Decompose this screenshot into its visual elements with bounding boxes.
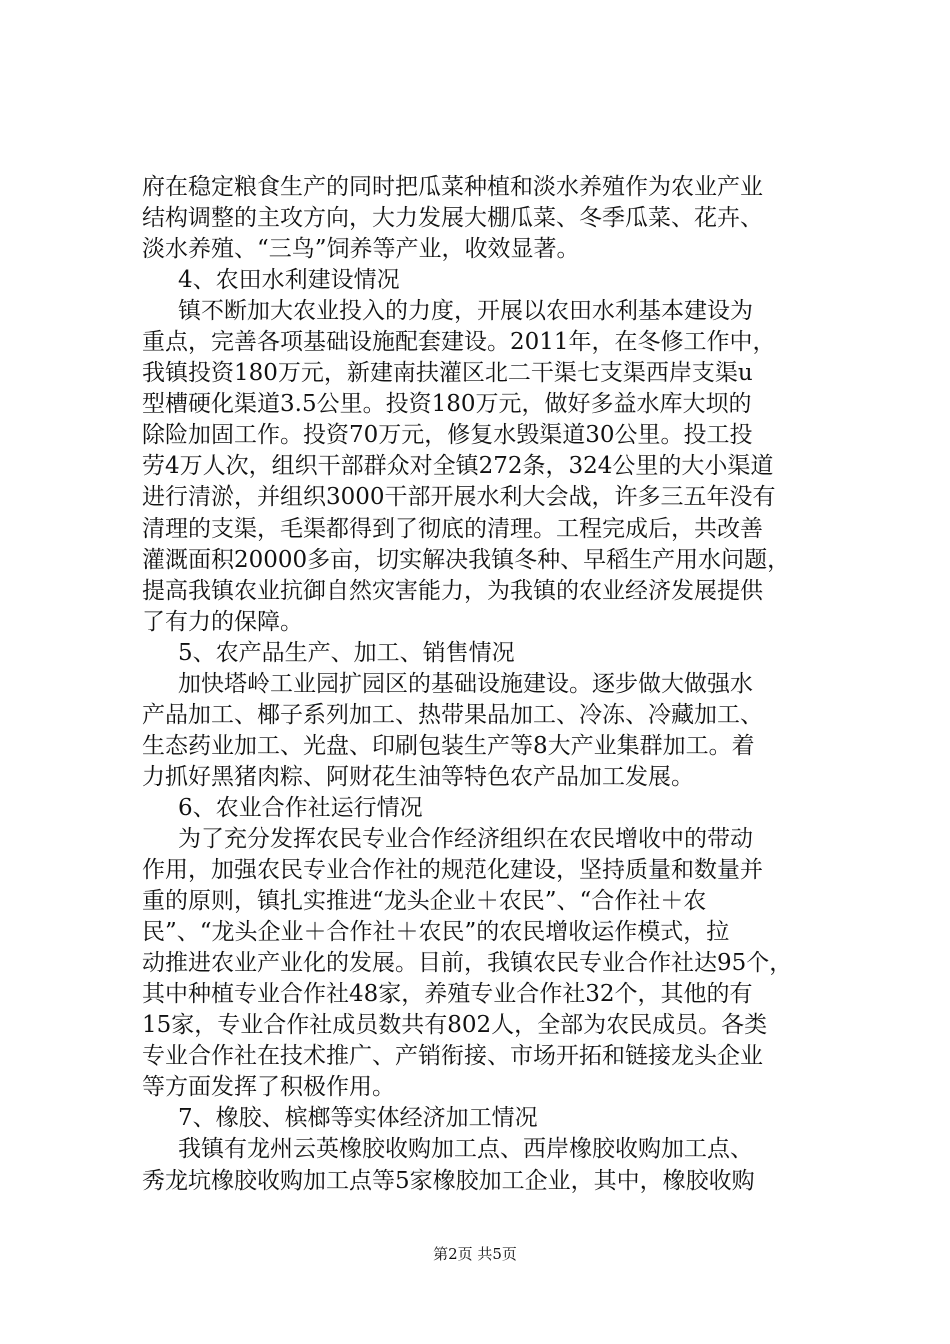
text-line: 镇不断加大农业投入的力度，开展以农田水利基本建设为 — [178, 298, 753, 325]
section-heading: 4、农田水利建设情况 — [178, 267, 400, 294]
text-line: 府在稳定粮食生产的同时把瓜菜种植和淡水养殖作为农业产业 — [142, 174, 763, 200]
text-line: 了有力的保障。 — [142, 608, 303, 635]
text-line: 劳4万人次，组织干部群众对全镇272条，324公里的大小渠道 — [142, 453, 774, 480]
text-line: 淡水养殖、“三鸟”饲养等产业，收效显著。 — [142, 236, 580, 263]
text-line: 除险加固工作。投资70万元，修复水毁渠道30公里。投工投 — [142, 422, 753, 449]
text-line: 动推进农业产业化的发展。目前，我镇农民专业合作社达95个， — [142, 950, 793, 977]
text-line: 结构调整的主攻方向，大力发展大棚瓜菜、冬季瓜菜、花卉、 — [142, 205, 763, 232]
text-line: 等方面发挥了积极作用。 — [142, 1074, 395, 1101]
text-line: 产品加工、椰子系列加工、热带果品加工、冷冻、冷藏加工、 — [142, 701, 763, 728]
document-body — [142, 172, 836, 1197]
text-line: 灌溉面积20000多亩，切实解决我镇冬种、早稻生产用水问题， — [142, 546, 791, 573]
section-heading: 5、农产品生产、加工、销售情况 — [178, 639, 515, 666]
text-line: 进行清淤，并组织3000干部开展水利大会战，许多三五年没有 — [142, 484, 776, 511]
text-line: 我镇有龙州云英橡胶收购加工点、西岸橡胶收购加工点、 — [178, 1136, 753, 1163]
section-heading: 7、橡胶、槟榔等实体经济加工情况 — [178, 1105, 538, 1132]
text-line: 作用，加强农民专业合作社的规范化建设，坚持质量和数量并 — [142, 857, 763, 884]
text-line: 加快塔岭工业园扩园区的基础设施建设。逐步做大做强水 — [178, 670, 753, 697]
text-line: 专业合作社在技术推广、产销衔接、市场开拓和链接龙头企业 — [142, 1043, 763, 1070]
text-line: 型槽硬化渠道3.5公里。投资180万元，做好多益水库大坝的 — [142, 391, 752, 418]
text-line: 我镇投资180万元，新建南扶灌区北二干渠七支渠西岸支渠u — [142, 360, 753, 387]
text-line: 清理的支渠，毛渠都得到了彻底的清理。工程完成后，共改善 — [142, 515, 763, 542]
text-line: 力抓好黑猪肉粽、阿财花生油等特色农产品加工发展。 — [142, 763, 694, 790]
text-line: 提高我镇农业抗御自然灾害能力，为我镇的农业经济发展提供 — [142, 577, 763, 604]
page-footer: 第2页 共5页 — [433, 1245, 517, 1263]
text-line: 生态药业加工、光盘、印刷包装生产等8大产业集群加工。着 — [142, 732, 755, 759]
text-line: 重点，完善各项基础设施配套建设。2011年，在冬修工作中， — [142, 329, 776, 356]
text-line: 重的原则，镇扎实推进“龙头企业＋农民”、“合作社＋农 — [142, 888, 707, 915]
text-line: 秀龙坑橡胶收购加工点等5家橡胶加工企业，其中，橡胶收购 — [142, 1167, 755, 1194]
text-line: 民”、“龙头企业＋合作社＋农民”的农民增收运作模式，拉 — [142, 919, 730, 946]
text-line: 15家，专业合作社成员数共有802人，全部为农民成员。各类 — [142, 1012, 768, 1039]
section-heading: 6、农业合作社运行情况 — [178, 794, 423, 821]
text-line: 为了充分发挥农民专业合作经济组织在农民增收中的带动 — [178, 825, 753, 852]
text-line: 其中种植专业合作社48家，养殖专业合作社32个，其他的有 — [142, 981, 753, 1008]
